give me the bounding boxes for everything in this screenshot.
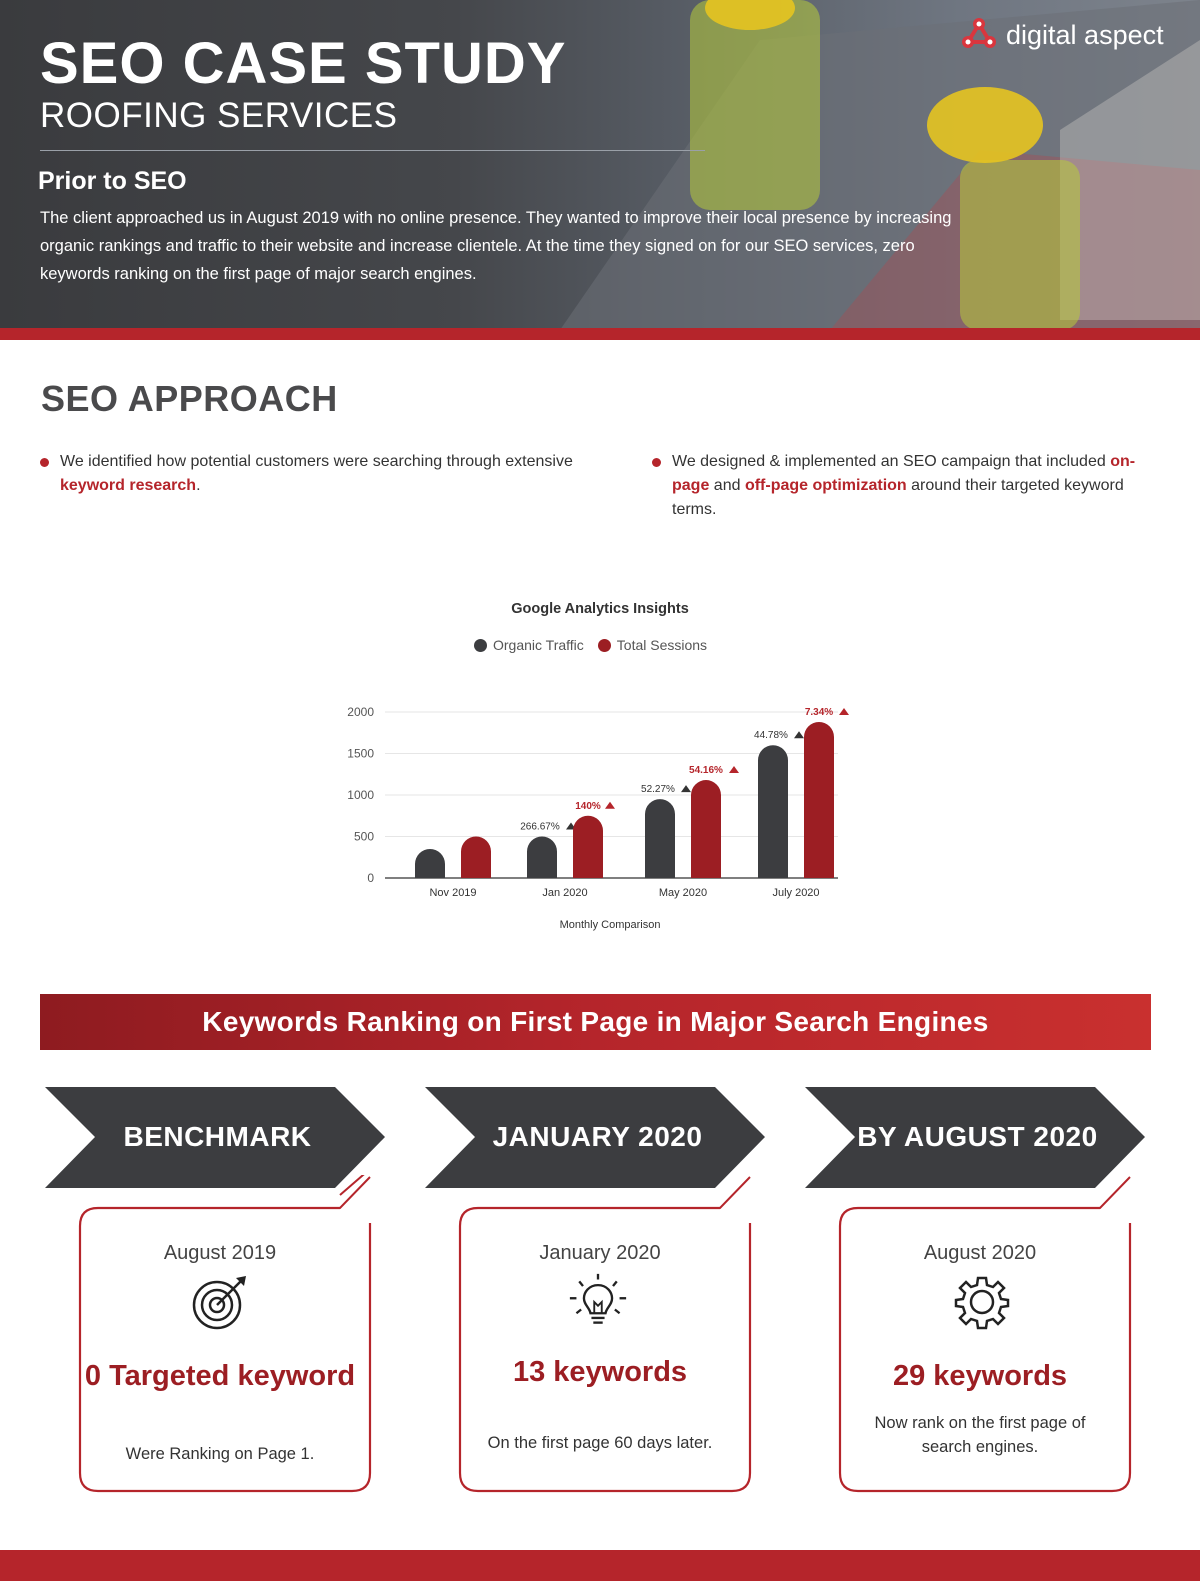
bullet-text-end: . (196, 477, 201, 494)
bar-data-label: 140% (575, 800, 601, 812)
growth-arrow-icon (839, 708, 849, 715)
y-tick-label: 2000 (347, 705, 374, 719)
bullet-highlight-offpage: off-page optimization (744, 477, 907, 494)
x-tick-label: Jan 2020 (542, 887, 588, 899)
stage-description: Were Ranking on Page 1. (125, 1445, 315, 1463)
bar-organic-traffic (527, 837, 557, 879)
legend-item-sessions (598, 637, 707, 653)
hero-divider (40, 150, 705, 151)
bullet-dot (40, 458, 49, 467)
bar-total-sessions (691, 780, 721, 878)
approach-bullet-research (60, 450, 580, 498)
legend-label-organic: Organic Traffic (493, 637, 584, 653)
bar-organic-traffic (645, 799, 675, 878)
approach-title: SEO APPROACH (41, 378, 338, 419)
x-axis-label: Monthly Comparison (559, 919, 661, 931)
bullet-dot (652, 458, 661, 467)
bar-organic-traffic (758, 745, 788, 878)
bar-data-label: 54.16% (689, 765, 723, 777)
stage-label: BENCHMARK (123, 1121, 312, 1152)
stage-result: 13 keywords (512, 1356, 688, 1388)
x-tick-label: May 2020 (658, 887, 708, 899)
bar-data-label: 266.67% (520, 821, 560, 833)
stage-label: JANUARY 2020 (492, 1121, 703, 1152)
bar-data-label: 52.27% (641, 784, 675, 796)
stage-label: BY AUGUST 2020 (857, 1121, 1098, 1152)
growth-arrow-icon (729, 766, 739, 773)
approach-bullet-campaign (672, 450, 1162, 522)
hero-header (0, 0, 1200, 330)
bullet-highlight: keyword research (60, 477, 197, 494)
stage-description: On the first page 60 days later. (487, 1434, 713, 1452)
y-tick-label: 1000 (347, 788, 374, 802)
x-tick-label: July 2020 (772, 887, 820, 899)
stage-date: January 2020 (539, 1242, 661, 1264)
prior-text: The client approached us in August 2019 with no online presence. They wanted to improve their local presence by increasing organic rankings and traffic to their website and increase clientele. At the time they signed on for our SEO services, zero keywords ranking on the first page of major search engines. (40, 209, 952, 283)
molecule-logo-icon (960, 16, 998, 54)
bar-organic-traffic (415, 849, 445, 878)
page-subtitle: ROOFING SERVICES (40, 96, 398, 135)
lightbulb-icon (568, 1272, 628, 1332)
bullet-text: We identified how potential customers were searching through extensive (60, 453, 573, 470)
stage-result: 0 Targeted keyword (84, 1360, 356, 1392)
page-title: SEO CASE STUDY (40, 31, 567, 96)
bar-total-sessions (573, 816, 603, 878)
y-tick-label: 500 (353, 829, 374, 844)
x-tick-label: Nov 2019 (429, 887, 477, 899)
bar-data-label: 7.34% (804, 706, 834, 718)
stage-result: 29 keywords (892, 1360, 1068, 1392)
bullet-highlight-onpage: on-page (672, 453, 1136, 494)
bullet-text-end: around their targeted keyword terms. (672, 477, 1124, 518)
bullet-text-mid: and (709, 477, 745, 494)
legend-swatch-organic (474, 639, 487, 652)
stage-date: August 2020 (923, 1242, 1037, 1264)
stage-description: Now rank on the first page of search engines. (874, 1414, 1086, 1456)
gear-icon (952, 1272, 1012, 1332)
banner-title: Keywords Ranking on First Page in Major Search Engines (202, 1006, 989, 1037)
bullet-text: We designed & implemented an SEO campaign that included (672, 453, 1111, 470)
stage-card-frame (450, 1175, 760, 1505)
bar-total-sessions (804, 722, 834, 878)
legend-label-sessions: Total Sessions (616, 637, 708, 653)
bar-total-sessions (461, 837, 491, 879)
growth-arrow-icon (794, 731, 804, 738)
stage-date: August 2019 (163, 1242, 277, 1264)
hero-accent-bar (0, 328, 1200, 340)
prior-heading: Prior to SEO (38, 167, 187, 195)
brand-name: digital aspect (1006, 19, 1164, 50)
footer-accent-bar (0, 1550, 1200, 1581)
stage-january-2020 (420, 1087, 765, 1507)
growth-arrow-icon (605, 802, 615, 809)
chart-title: Google Analytics Insights (511, 601, 689, 617)
stage-by-august-2020 (800, 1087, 1145, 1507)
target-icon (190, 1272, 250, 1332)
growth-arrow-icon (681, 785, 691, 792)
y-tick-label: 0 (367, 871, 374, 885)
stage-benchmark (40, 1087, 385, 1507)
legend-item-organic (474, 637, 584, 653)
bar-data-label: 44.78% (754, 730, 788, 742)
analytics-bar-chart (330, 690, 870, 940)
brand-logo[interactable] (960, 16, 1164, 54)
y-tick-label: 1500 (347, 746, 374, 761)
chart-legend (474, 637, 721, 653)
legend-swatch-sessions (598, 639, 611, 652)
keywords-banner (40, 994, 1151, 1050)
